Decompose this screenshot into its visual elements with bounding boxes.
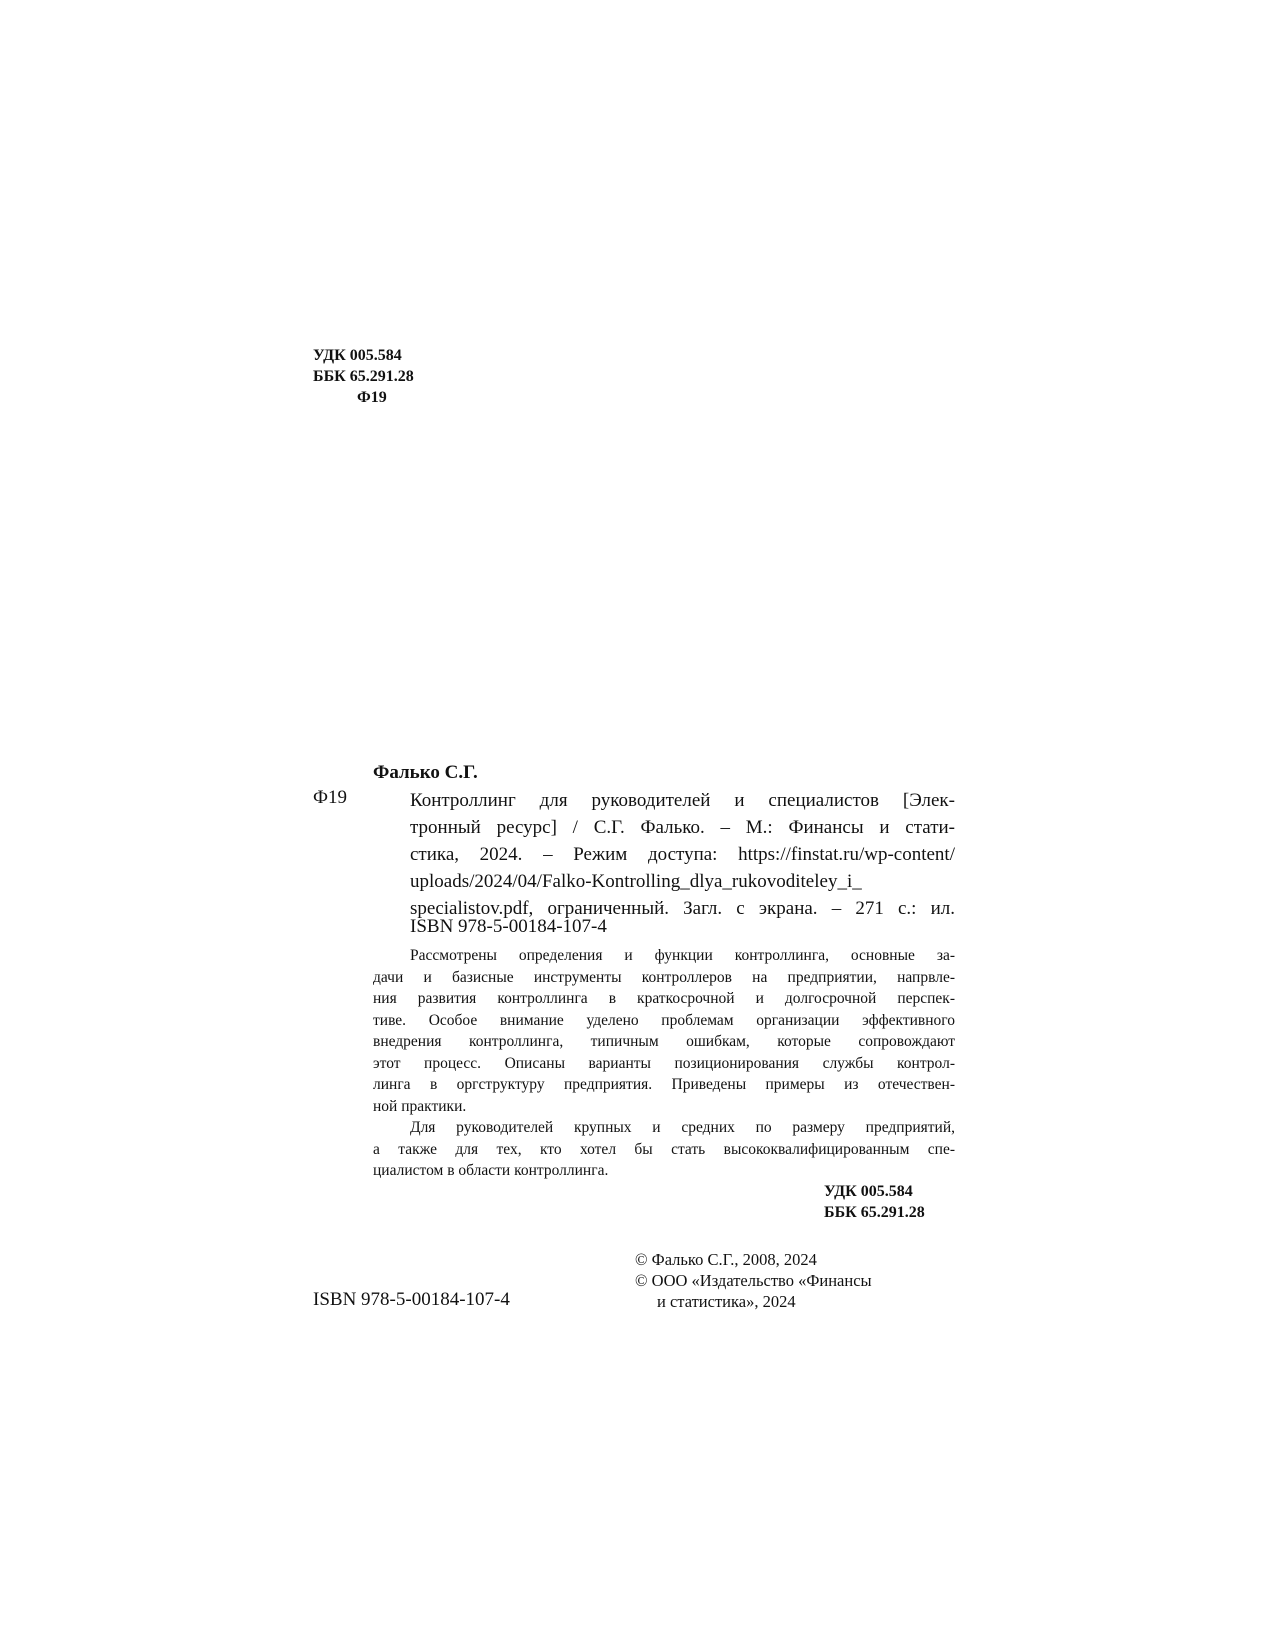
description-line: Контроллинг для руководителей и специалистов [Элек-: [410, 790, 955, 811]
annotation-line: этот процесс. Описаны варианты позиционирования службы контрол-: [373, 1054, 955, 1072]
annotation-line: а также для тех, кто хотел бы стать высококвалифицированным спе-: [373, 1140, 955, 1158]
copyright-author: © Фалько С.Г., 2008, 2024: [635, 1250, 817, 1269]
description-line: specialistov.pdf, ограниченный. Загл. с экрана. – 271 с.: ил.: [410, 898, 955, 919]
annotation-line: тиве. Особое внимание уделено проблемам организации эффективного: [373, 1011, 955, 1029]
header-udk: УДК 005.584: [313, 347, 402, 364]
copyright-publisher-cont: и статистика», 2024: [657, 1292, 796, 1311]
footer-bbk: ББК 65.291.28: [824, 1204, 925, 1221]
author-name: Фалько С.Г.: [373, 762, 478, 783]
annotation-line: линга в оргструктуру предприятия. Приведены примеры из отечествен-: [373, 1076, 955, 1093]
annotation-line: ной практики.: [373, 1097, 467, 1115]
author-mark: Ф19: [313, 787, 348, 808]
annotation-line: дачи и базисные инструменты контроллеров на предприятии, напрвле-: [373, 968, 955, 986]
description-line: тронный ресурс] / С.Г. Фалько. – М.: Финансы и стати-: [410, 817, 955, 838]
annotation-line: циалистом в области контроллинга.: [373, 1162, 609, 1179]
description-line: стика, 2024. – Режим доступа: https://finstat.ru/wp-content/: [410, 844, 955, 865]
footer-isbn: ISBN 978-5-00184-107-4: [313, 1289, 510, 1310]
entry-isbn: ISBN 978-5-00184-107-4: [410, 916, 607, 937]
annotation-line: ния развития контроллинга в краткосрочной и долгосрочной перспек-: [373, 990, 955, 1007]
copyright-publisher: © ООО «Издательство «Финансы: [635, 1271, 872, 1290]
annotation-line: внедрения контроллинга, типичным ошибкам, которые сопровождают: [373, 1033, 955, 1050]
footer-udk: УДК 005.584: [824, 1183, 913, 1200]
annotation-line: Рассмотрены определения и функции контроллинга, основные за-: [410, 947, 955, 964]
header-bbk: ББК 65.291.28: [313, 368, 414, 385]
annotation: [373, 945, 955, 1182]
header-author-code: Ф19: [357, 389, 387, 406]
bibliographic-description: [410, 787, 955, 922]
description-line: uploads/2024/04/Falko-Kontrolling_dlya_rukovoditeley_i_: [410, 871, 862, 892]
annotation-line: Для руководителей крупных и средних по размеру предприятий,: [410, 1119, 955, 1136]
